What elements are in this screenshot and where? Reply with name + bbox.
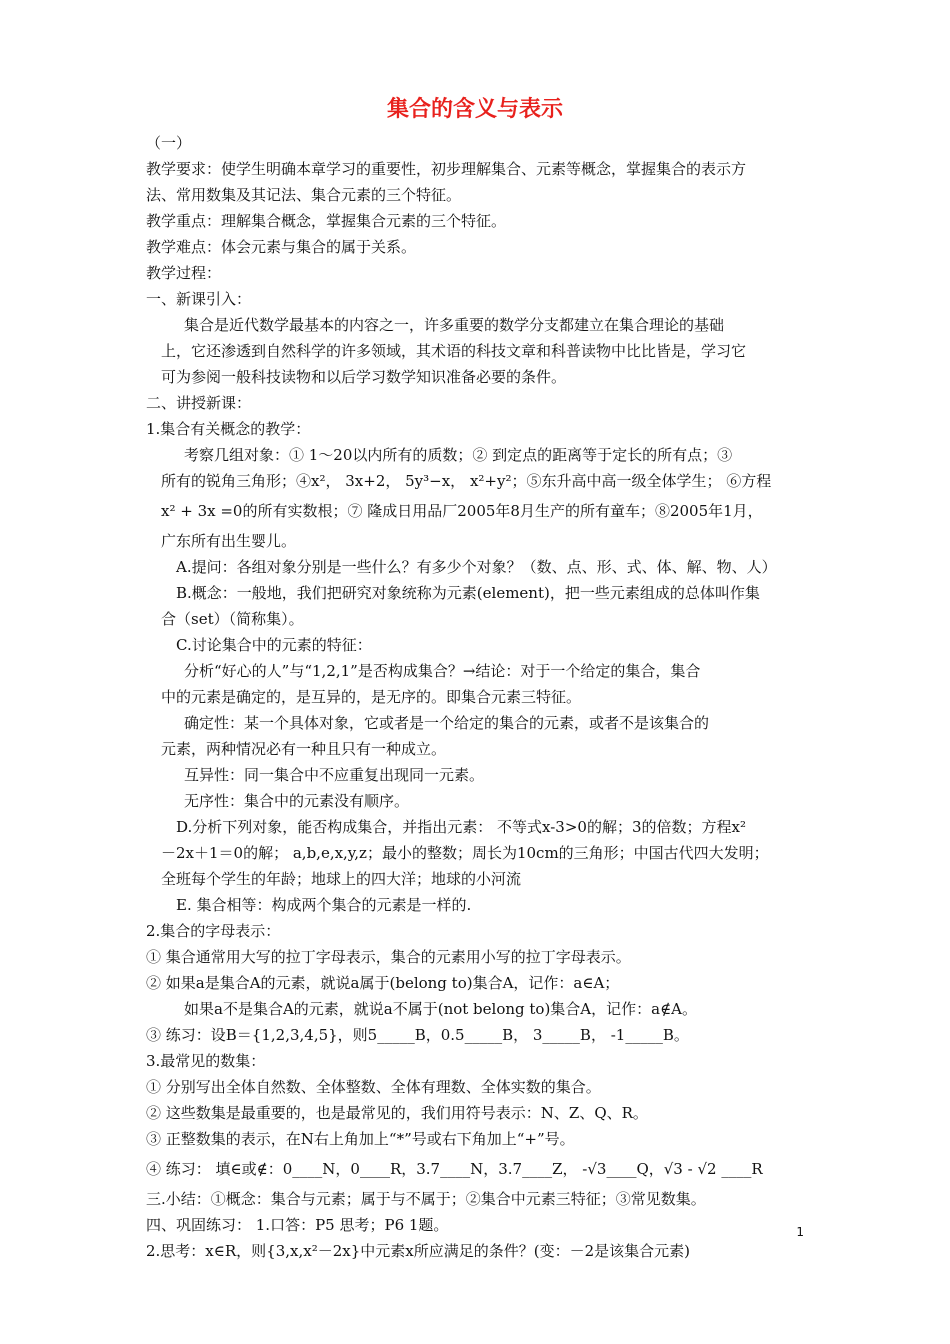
examples-line: x² + 3x =0的所有实数根；⑦ 隆成日用品厂2005年8月生产的所有童车；⑧2005年1月， bbox=[161, 502, 763, 520]
concept-b: B.概念：一般地，我们把研究对象统称为元素(element)，把一些元素组成的总体叫作集 bbox=[176, 584, 760, 602]
analysis-d-cont: －2x＋1＝0的解； a,b,e,x,y,z；最小的整数；周长为10cm的三角形；中国古代四大发明； bbox=[161, 844, 769, 862]
intro-heading: 一、新课引入： bbox=[146, 290, 252, 308]
unordered-line: 无序性：集合中的元素没有顺序。 bbox=[184, 792, 410, 810]
number-set-item: ② 这些数集是最重要的，也是最常见的，我们用符号表示：N、Z、Q、R。 bbox=[146, 1104, 648, 1122]
teaching-process-heading: 教学过程： bbox=[146, 264, 222, 282]
exercise-item: ④ 练习： 填∈或∉：0____N，0____R，3.7____N，3.7____Z， -√3____Q，√3 - √2 ____R bbox=[146, 1160, 763, 1178]
teaching-goal-cont: 法、常用数集及其记法、集合元素的三个特征。 bbox=[146, 186, 462, 204]
analysis-line: 中的元素是确定的，是互异的，是无序的。即集合元素三特征。 bbox=[161, 688, 582, 706]
intro-paragraph-line: 上，它还渗透到自然科学的许多领域，其术语的科技文章和科普读物中比比皆是，学习它 bbox=[161, 342, 747, 360]
new-lesson-heading: 二、讲授新课： bbox=[146, 394, 252, 412]
notation-item: ① 集合通常用大写的拉丁字母表示，集合的元素用小写的拉丁字母表示。 bbox=[146, 948, 631, 966]
thinking-line: 2.思考：x∈R，则{3,x,x²－2x}中元素x所应满足的条件？(变：－2是该集合元素) bbox=[146, 1242, 690, 1260]
examples-line: 考察几组对象：① 1～20以内所有的质数；② 到定点的距离等于定长的所有点；③ bbox=[184, 446, 733, 464]
practice-line: 四、巩固练习： 1.口答：P5 思考；P6 1题。 bbox=[146, 1216, 449, 1234]
intro-paragraph-line: 集合是近代数学最基本的内容之一，许多重要的数学分支都建立在集合理论的基础 bbox=[184, 316, 725, 334]
section-label: （一） bbox=[146, 134, 192, 152]
teaching-goal: 教学要求：使学生明确本章学习的重要性，初步理解集合、元素等概念，掌握集合的表示方 bbox=[146, 160, 747, 178]
notation-item-cont: 如果a不是集合A的元素，就说a不属于(not belong to)集合A，记作：a∉A。 bbox=[184, 1000, 698, 1018]
document-title: 集合的含义与表示 bbox=[386, 97, 563, 122]
number-set-item: ③ 正整数集的表示，在N右上角加上“*”号或右下角加上“+”号。 bbox=[146, 1130, 575, 1148]
question-a: A.提问：各组对象分别是一些什么？有多少个对象？（数、点、形、式、体、解、物、人） bbox=[176, 558, 777, 576]
analysis-d-cont: 全班每个学生的年龄；地球上的四大洋；地球的小河流 bbox=[161, 870, 522, 888]
determinacy-line: 元素，两种情况必有一种且只有一种成立。 bbox=[161, 740, 447, 758]
distinctness-line: 互异性：同一集合中不应重复出现同一元素。 bbox=[184, 766, 485, 784]
subsection-heading: 2.集合的字母表示： bbox=[146, 922, 281, 940]
subsection-heading: 1.集合有关概念的教学： bbox=[146, 420, 311, 438]
notation-item: ② 如果a是集合A的元素，就说a属于(belong to)集合A，记作：a∈A； bbox=[146, 974, 620, 992]
examples-line: 广东所有出生婴儿。 bbox=[161, 532, 297, 550]
page-number: 1 bbox=[796, 1225, 804, 1239]
number-set-item: ① 分别写出全体自然数、全体整数、全体有理数、全体实数的集合。 bbox=[146, 1078, 601, 1096]
document-body bbox=[146, 130, 806, 1264]
discussion-c: C.讨论集合中的元素的特征： bbox=[176, 636, 372, 654]
analysis-d: D.分析下列对象，能否构成集合，并指出元素： 不等式x-3>0的解；3的倍数；方程x² bbox=[176, 818, 746, 836]
subsection-heading: 3.最常见的数集： bbox=[146, 1052, 266, 1070]
exercise-item: ③ 练习：设B＝{1,2,3,4,5}，则5_____B，0.5_____B， 3_____B， -1_____B。 bbox=[146, 1026, 689, 1044]
examples-line: 所有的锐角三角形；④x²， 3x+2， 5y³−x， x²+y²；⑤东升高中高一级全体学生； ⑥方程 bbox=[161, 472, 772, 490]
teaching-difficulty: 教学难点：体会元素与集合的属于关系。 bbox=[146, 238, 417, 256]
intro-paragraph-line: 可为参阅一般科技读物和以后学习数学知识准备必要的条件。 bbox=[161, 368, 567, 386]
analysis-line: 分析“好心的人”与“1,2,1”是否构成集合？→结论：对于一个给定的集合，集合 bbox=[184, 662, 701, 680]
set-equality-e: E. 集合相等：构成两个集合的元素是一样的. bbox=[176, 896, 472, 914]
determinacy-line: 确定性：某一个具体对象，它或者是一个给定的集合的元素，或者不是该集合的 bbox=[184, 714, 710, 732]
concept-b-cont: 合（set）（简称集）。 bbox=[161, 610, 304, 628]
summary-line: 三.小结：①概念：集合与元素；属于与不属于；②集合中元素三特征；③常见数集。 bbox=[146, 1190, 706, 1208]
teaching-focus: 教学重点：理解集合概念，掌握集合元素的三个特征。 bbox=[146, 212, 507, 230]
